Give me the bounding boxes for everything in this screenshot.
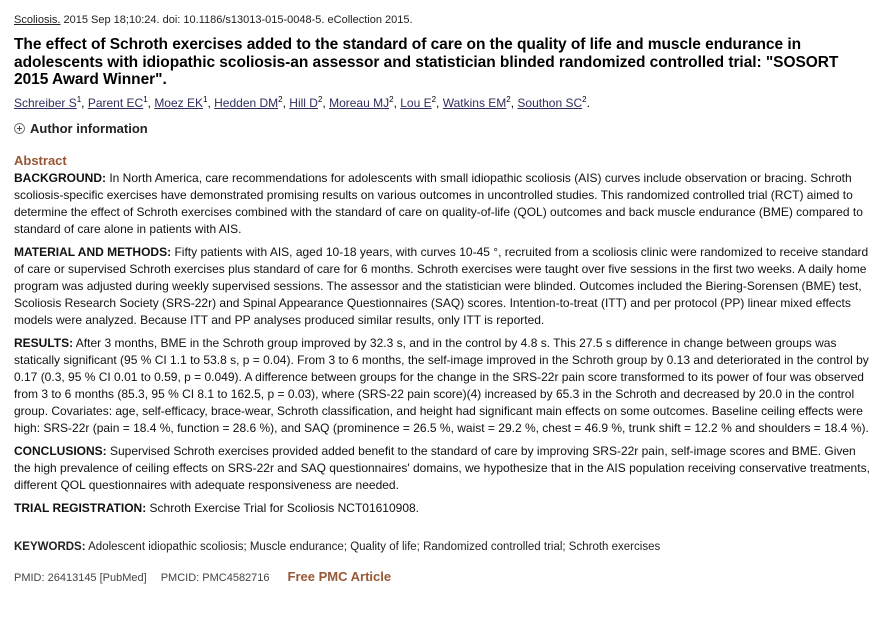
keywords	[14, 540, 871, 555]
abstract-background	[14, 170, 871, 238]
conclusions-label: CONCLUSIONS:	[14, 443, 107, 458]
author-link[interactable]: Moreau MJ	[329, 95, 390, 110]
author-link[interactable]: Southon SC	[517, 95, 583, 110]
author-separator: ,	[322, 95, 330, 110]
author-link[interactable]: Schreiber S	[14, 95, 77, 110]
keywords-text: Adolescent idiopathic scoliosis; Muscle endurance; Quality of life; Randomized controlled trial; Schroth exercises	[85, 540, 661, 553]
abstract-conclusions	[14, 443, 871, 494]
abstract-heading: Abstract	[14, 152, 67, 168]
author-affiliation-marker: 1	[76, 94, 82, 104]
author-link[interactable]: Moez EK	[154, 95, 203, 110]
methods-label: MATERIAL AND METHODS:	[14, 244, 172, 259]
author-separator: ,	[81, 95, 88, 110]
author-affiliation-marker: 2	[431, 94, 437, 104]
author-link[interactable]: Parent EC	[87, 95, 144, 110]
abstract-trial-registration	[14, 500, 871, 517]
author-affiliation-marker: 2	[278, 94, 283, 104]
author-affiliation-marker: 1	[143, 94, 148, 104]
author-link[interactable]: Hill D	[289, 95, 318, 110]
author-information-toggle[interactable]	[14, 121, 871, 136]
author-link[interactable]: Watkins EM	[442, 95, 507, 110]
abstract-results	[14, 335, 871, 437]
author-affiliation-marker: 1	[203, 94, 208, 104]
trial-registration-text: Schroth Exercise Trial for Scoliosis NCT01610908.	[146, 500, 420, 515]
citation-details: 2015 Sep 18;10:24. doi: 10.1186/s13013-015-0048-5. eCollection 2015.	[60, 14, 413, 26]
citation-line	[14, 13, 871, 27]
article-title: The effect of Schroth exercises added to the standard of care on the quality of life and muscle endurance in adolescents with idiopathic scoliosis-an assessor and statistician blinded randomized controlled trial: "SOSORT 2015 Award Winner".	[14, 36, 839, 88]
author-separator: ,	[510, 95, 518, 110]
author-separator: ,	[436, 95, 443, 110]
author-affiliation-marker: 2	[317, 94, 323, 104]
author-list	[14, 96, 871, 111]
background-text: In North America, care recommendations for adolescents with small idiopathic scoliosis (AIS) curves include observation or bracing. Schroth scoliosis-specific exercises have demonstrated promising results on various outcomes in uncontrolled studies. This randomized controlled trial (RCT) aimed to determine the effect of Schroth exercises combined with the standard of care on quality-of-life (QOL) outcomes and back muscle endurance (BME) compared to standard of care alone in patients with AIS.	[14, 170, 863, 236]
identifiers-line	[14, 569, 871, 584]
results-text: After 3 months, BME in the Schroth group improved by 32.3 s, and in the control by 4.8 s. This 27.5 s difference in change between groups was statically significant (95 % CI 1.1 to 53.8 s, p = 0.04). From 3 to 6 months, the self-image improved in the Schroth group by 0.13 and deteriorated in the control by 0.17 (0.3, 95 % CI 0.01 to 0.59, p = 0.049). A difference between groups for the change in the SRS-22r pain score transformed to its power of four was observed from 3 to 6 months (85.3, 95 % CI 8.1 to 162.5, p = 0.03), where (SRS-22 pain score)(4) increased by 65.3 in the Schroth and decreased by 20.0 in the control group. Covariates: age, self-efficacy, brace-wear, Schroth classification, and height had significant main effects on some outcomes. Baseline ceiling effects were high: SRS-22r (pain = 18.4 %, function = 28.6 %), and SAQ (prominence = 26.5 %, waist = 29.2 %, chest = 46.9 %, trunk shift = 12.2 % and shoulders = 18.4 %).	[14, 335, 869, 435]
trial-registration-label: TRIAL REGISTRATION:	[14, 500, 147, 515]
author-link[interactable]: Hedden DM	[214, 95, 279, 110]
author-information-label: Author information	[30, 120, 148, 136]
conclusions-text: Supervised Schroth exercises provided added benefit to the standard of care by improving SRS-22r pain, self-image scores and BME. Given the high prevalence of ceiling effects on SRS-22r and SAQ questionnaires' domains, we hypothesize that in the AIS population receiving conservative treatments, different QOL questionnaires with adequate responsiveness are needed.	[14, 443, 870, 492]
author-separator: ,	[207, 95, 215, 110]
author-separator: ,	[147, 95, 155, 110]
author-affiliation-marker: 2	[506, 94, 511, 104]
keywords-label: KEYWORDS:	[14, 540, 86, 553]
free-pmc-article-link[interactable]: Free PMC Article	[287, 568, 392, 584]
author-separator: ,	[282, 95, 290, 110]
author-separator: ,	[393, 95, 401, 110]
pmcid: PMCID: PMC4582716	[160, 571, 270, 584]
background-label: BACKGROUND:	[14, 170, 106, 185]
abstract-methods	[14, 244, 871, 329]
plus-circle-icon[interactable]	[14, 123, 25, 134]
results-label: RESULTS:	[14, 335, 74, 350]
author-affiliation-marker: 2	[582, 94, 587, 104]
methods-text: Fifty patients with AIS, aged 10-18 years, with curves 10-45 °, recruited from a scoliosis clinic were randomized to receive standard of care or supervised Schroth exercises plus standard of care for 6 months. Schroth exercises were taught over five sessions in the first two weeks. A daily home program was adjusted during weekly supervised sessions. The assessor and the statistician were blinded. Outcomes included the Biering-Sorensen (BME) test, Scoliosis Research Society (SRS-22r) and Spinal Appearance Questionnaires (SAQ) scores. Intention-to-treat (ITT) and per protocol (PP) linear mixed effects models were analyzed. Because ITT and PP analyses produced similar results, only ITT is reported.	[14, 244, 869, 327]
journal-link[interactable]: Scoliosis.	[14, 14, 61, 26]
author-separator: .	[586, 95, 590, 110]
author-affiliation-marker: 2	[389, 94, 394, 104]
pmid: PMID: 26413145 [PubMed]	[14, 571, 147, 584]
author-link[interactable]: Lou E	[400, 95, 432, 110]
